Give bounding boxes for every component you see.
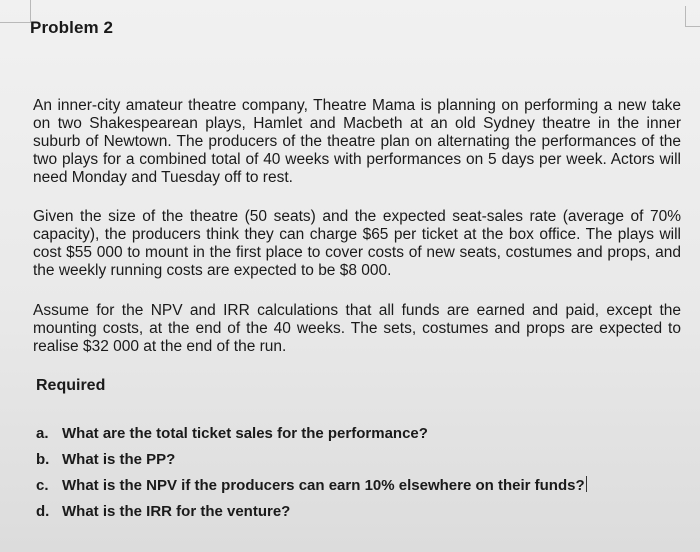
- question-text: What is the PP?: [62, 451, 176, 468]
- paragraph-intro: An inner-city amateur theatre company, Theatre Mama is planning on performing a new take on two Shakespearean plays, Hamlet and Macbeth at an old Sydney theatre in the inner suburb of Newtown. The producers of the theatre plan on alternating the performances of the two plays for a combined total of 40 weeks with performances on 5 days per week. Actors will need Monday and Tuesday off to rest.: [33, 97, 681, 186]
- question-item-d: [36, 502, 676, 528]
- required-label: Required: [36, 377, 106, 394]
- problem-heading: Problem 2: [30, 18, 114, 37]
- question-item-b: [36, 450, 676, 476]
- question-letter: a.: [36, 425, 49, 442]
- corner-mark-right: [685, 6, 700, 27]
- question-letter: d.: [36, 503, 50, 520]
- question-text: What is the IRR for the venture?: [62, 503, 291, 520]
- paragraph-assumptions: Assume for the NPV and IRR calculations that all funds are earned and paid, except the mounting costs, at the end of the 40 weeks. The sets, costumes and props are expected to realise $32 000 at the end of the run.: [33, 302, 681, 355]
- text-cursor: [586, 476, 587, 492]
- question-letter: c.: [36, 477, 49, 494]
- question-item-a: [36, 424, 676, 450]
- question-item-c: [36, 476, 676, 502]
- corner-mark-left: [0, 0, 31, 23]
- question-text: What is the NPV if the producers can earn 10% elsewhere on their funds?: [62, 477, 585, 494]
- question-list: [36, 424, 676, 528]
- paragraph-pricing: Given the size of the theatre (50 seats) and the expected seat-sales rate (average of 70% capacity), the producers think they can charge $65 per ticket at the box office. The plays will cost $55 000 to mount in the first place to cover costs of new seats, costumes and props, and the weekly running costs are expected to be $8 000.: [33, 208, 681, 279]
- question-letter: b.: [36, 451, 50, 468]
- question-text: What are the total ticket sales for the performance?: [62, 425, 428, 442]
